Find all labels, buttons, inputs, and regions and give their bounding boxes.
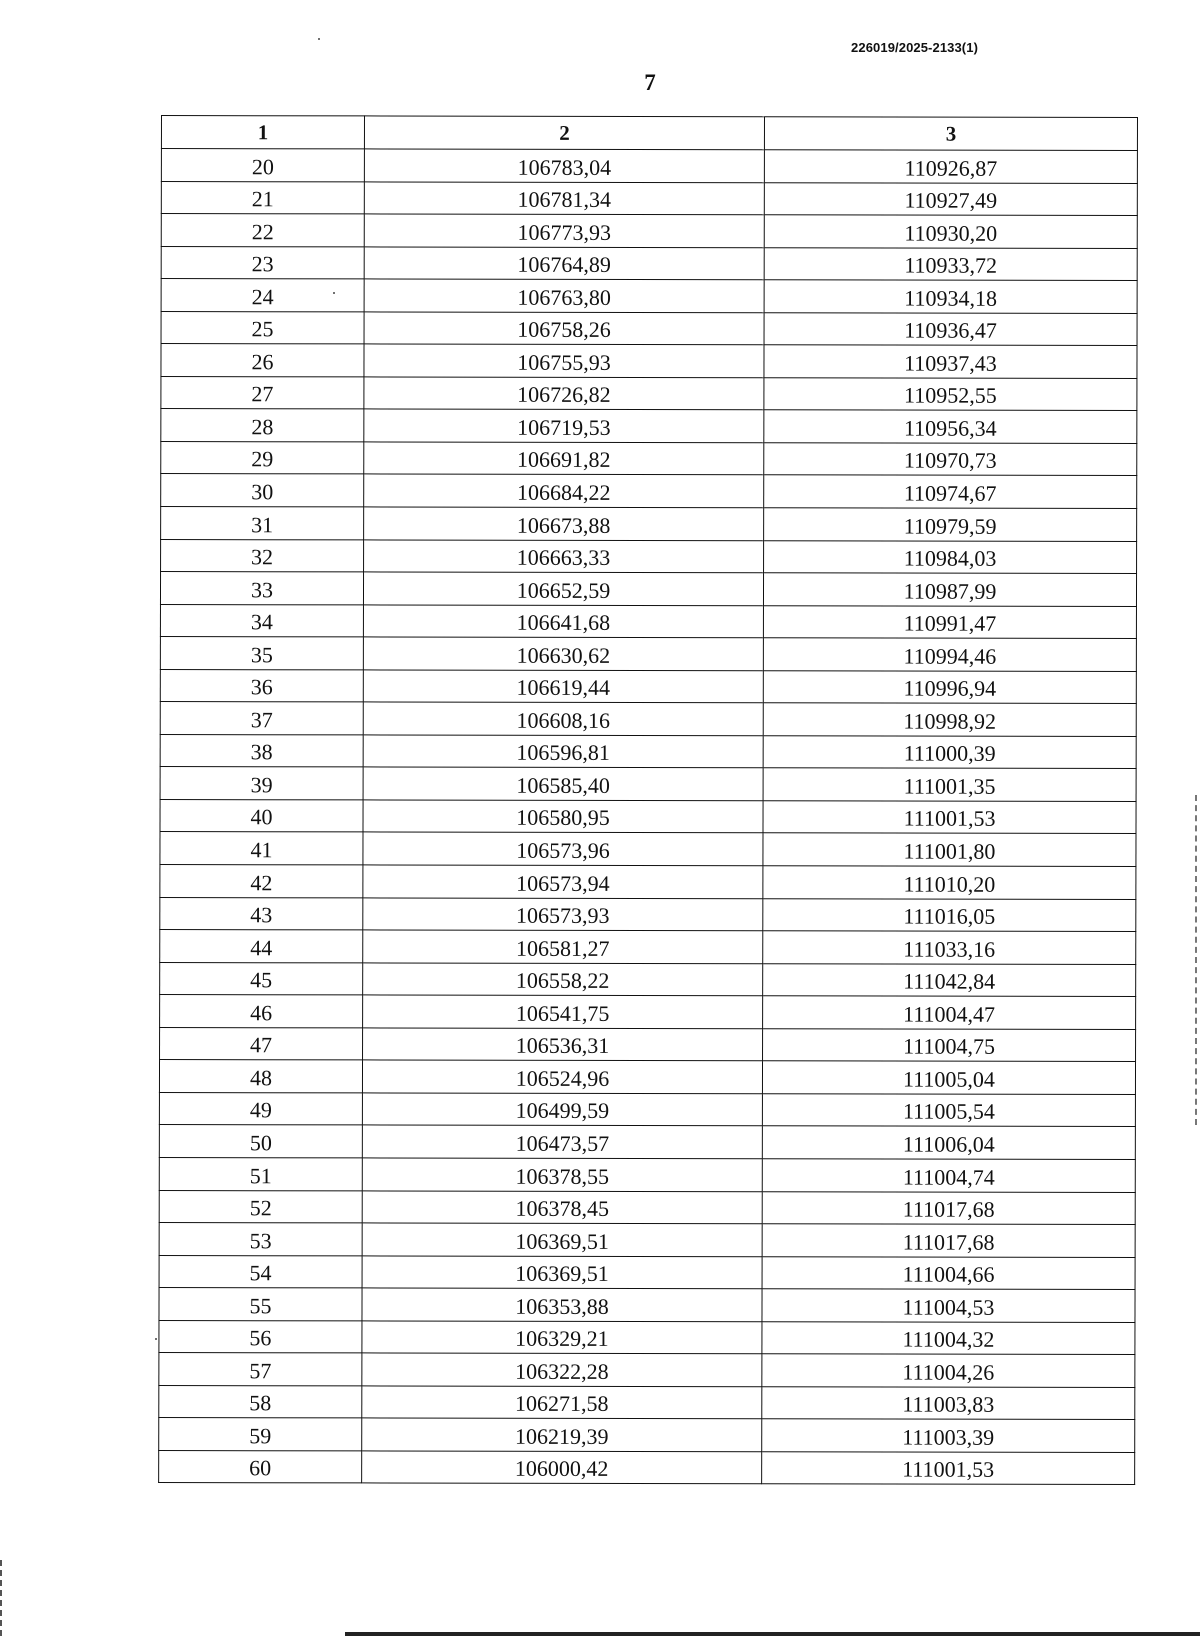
point-number-cell: 40 xyxy=(160,799,363,832)
table-row xyxy=(159,1353,1135,1388)
table-row xyxy=(159,1223,1135,1258)
coordinate-x-cell: 106541,75 xyxy=(363,995,763,1028)
coordinate-y-cell: 111004,66 xyxy=(762,1256,1135,1289)
table-row xyxy=(159,1092,1135,1127)
coordinate-y-cell: 110926,87 xyxy=(764,150,1137,183)
table-row xyxy=(159,1190,1135,1225)
coordinate-x-cell: 106378,55 xyxy=(362,1158,762,1191)
point-number-cell: 21 xyxy=(161,181,364,214)
coordinate-x-cell: 106369,51 xyxy=(362,1256,762,1289)
coordinate-y-cell: 110934,18 xyxy=(764,280,1137,313)
point-number-cell: 34 xyxy=(160,604,363,637)
coordinate-y-cell: 110991,47 xyxy=(763,605,1136,638)
point-number-cell: 37 xyxy=(160,702,363,735)
table-row xyxy=(159,1385,1135,1420)
coordinate-y-cell: 111016,05 xyxy=(763,898,1136,931)
coordinate-x-cell: 106773,93 xyxy=(364,214,764,247)
point-number-cell: 60 xyxy=(159,1450,362,1483)
coordinate-y-cell: 111001,53 xyxy=(762,1452,1135,1485)
point-number-cell: 30 xyxy=(161,474,364,507)
coordinate-x-cell: 106473,57 xyxy=(362,1125,762,1158)
coordinate-y-cell: 110927,49 xyxy=(764,182,1137,215)
coordinate-x-cell: 106596,81 xyxy=(363,735,763,768)
coordinate-x-cell: 106719,53 xyxy=(364,409,764,442)
coordinate-x-cell: 106641,68 xyxy=(363,605,763,638)
coordinate-x-cell: 106329,21 xyxy=(362,1321,762,1354)
coordinate-y-cell: 111042,84 xyxy=(763,963,1136,996)
point-number-cell: 42 xyxy=(160,865,363,898)
table-row xyxy=(160,962,1136,997)
coordinate-y-cell: 111033,16 xyxy=(763,931,1136,964)
coordinate-x-cell: 106608,16 xyxy=(363,702,763,735)
coordinate-y-cell: 111017,68 xyxy=(762,1191,1135,1224)
coordinate-y-cell: 110996,94 xyxy=(763,671,1136,704)
coordinate-y-cell: 111006,04 xyxy=(762,1126,1135,1159)
coordinate-x-cell: 106585,40 xyxy=(363,767,763,800)
table-row xyxy=(161,409,1137,444)
coordinates-table-container xyxy=(158,115,1137,1485)
coordinate-y-cell: 110998,92 xyxy=(763,703,1136,736)
point-number-cell: 55 xyxy=(159,1288,362,1321)
coordinate-x-cell: 106558,22 xyxy=(363,963,763,996)
point-number-cell: 26 xyxy=(161,344,364,377)
table-row xyxy=(160,702,1136,737)
point-number-cell: 20 xyxy=(161,149,364,182)
coordinate-x-cell: 106783,04 xyxy=(364,149,764,182)
coordinate-x-cell: 106536,31 xyxy=(363,1028,763,1061)
column-header-2: 2 xyxy=(364,116,764,150)
coordinate-y-cell: 110994,46 xyxy=(763,638,1136,671)
point-number-cell: 33 xyxy=(160,572,363,605)
column-header-3: 3 xyxy=(764,117,1137,151)
coordinate-x-cell: 106573,93 xyxy=(363,898,763,931)
table-row xyxy=(159,1288,1135,1323)
coordinate-y-cell: 110936,47 xyxy=(764,312,1137,345)
table-row xyxy=(161,149,1137,184)
table-row xyxy=(161,246,1137,281)
coordinate-y-cell: 111004,26 xyxy=(762,1354,1135,1387)
table-row xyxy=(160,1027,1136,1062)
table-row xyxy=(160,669,1136,704)
table-header xyxy=(161,116,1137,151)
header-row xyxy=(161,116,1137,151)
coordinate-x-cell: 106322,28 xyxy=(362,1353,762,1386)
coordinates-table xyxy=(158,115,1138,1485)
point-number-cell: 58 xyxy=(159,1385,362,1418)
coordinate-x-cell: 106580,95 xyxy=(363,800,763,833)
coordinate-y-cell: 110974,67 xyxy=(764,475,1137,508)
coordinate-y-cell: 111004,53 xyxy=(762,1289,1135,1322)
coordinate-y-cell: 110937,43 xyxy=(764,345,1137,378)
table-row xyxy=(160,767,1136,802)
table-row xyxy=(160,995,1136,1030)
coordinate-y-cell: 111017,68 xyxy=(762,1224,1135,1257)
table-row xyxy=(161,539,1137,574)
scan-edge-mark xyxy=(1195,795,1200,1125)
coordinate-y-cell: 110987,99 xyxy=(763,573,1136,606)
coordinate-x-cell: 106353,88 xyxy=(362,1288,762,1321)
coordinate-x-cell: 106763,80 xyxy=(364,279,764,312)
point-number-cell: 22 xyxy=(161,214,364,247)
coordinate-x-cell: 106691,82 xyxy=(364,442,764,475)
point-number-cell: 35 xyxy=(160,637,363,670)
point-number-cell: 27 xyxy=(161,376,364,409)
table-row xyxy=(161,376,1137,411)
coordinate-x-cell: 106663,33 xyxy=(364,539,764,572)
scan-speck xyxy=(155,1338,157,1340)
table-row xyxy=(160,637,1136,672)
point-number-cell: 49 xyxy=(159,1092,362,1125)
table-row xyxy=(161,214,1137,249)
table-row xyxy=(160,604,1136,639)
coordinate-y-cell: 110933,72 xyxy=(764,247,1137,280)
table-row xyxy=(160,930,1136,965)
coordinate-x-cell: 106219,39 xyxy=(362,1418,762,1451)
coordinate-y-cell: 111001,35 xyxy=(763,768,1136,801)
page-number: 7 xyxy=(644,70,656,95)
coordinate-y-cell: 110979,59 xyxy=(764,508,1137,541)
coordinate-x-cell: 106524,96 xyxy=(362,1060,762,1093)
coordinate-x-cell: 106581,27 xyxy=(363,930,763,963)
point-number-cell: 52 xyxy=(159,1190,362,1223)
point-number-cell: 59 xyxy=(159,1418,362,1451)
coordinate-x-cell: 106684,22 xyxy=(364,474,764,507)
table-row xyxy=(161,279,1137,314)
scan-bottom-border xyxy=(345,1632,1200,1636)
coordinate-x-cell: 106573,94 xyxy=(363,865,763,898)
table-row xyxy=(160,799,1136,834)
table-row xyxy=(161,344,1137,379)
table-row xyxy=(160,734,1136,769)
point-number-cell: 45 xyxy=(160,962,363,995)
scan-speck xyxy=(318,38,320,40)
coordinate-y-cell: 111005,54 xyxy=(762,1094,1135,1127)
coordinate-x-cell: 106271,58 xyxy=(362,1386,762,1419)
coordinate-x-cell: 106000,42 xyxy=(362,1451,762,1484)
point-number-cell: 24 xyxy=(161,279,364,312)
point-number-cell: 23 xyxy=(161,246,364,279)
table-row xyxy=(159,1320,1135,1355)
point-number-cell: 28 xyxy=(161,409,364,442)
table-row xyxy=(161,181,1137,216)
table-row xyxy=(161,474,1137,509)
coordinate-y-cell: 111004,74 xyxy=(762,1159,1135,1192)
coordinate-x-cell: 106619,44 xyxy=(363,670,763,703)
table-row xyxy=(160,865,1136,900)
coordinate-y-cell: 111003,83 xyxy=(762,1387,1135,1420)
coordinate-y-cell: 111004,75 xyxy=(763,1029,1136,1062)
coordinate-y-cell: 111001,53 xyxy=(763,801,1136,834)
coordinate-y-cell: 111004,32 xyxy=(762,1321,1135,1354)
coordinate-x-cell: 106726,82 xyxy=(364,377,764,410)
point-number-cell: 32 xyxy=(161,539,364,572)
coordinate-y-cell: 111001,80 xyxy=(763,833,1136,866)
table-row xyxy=(159,1060,1135,1095)
coordinate-x-cell: 106630,62 xyxy=(363,637,763,670)
coordinate-x-cell: 106499,59 xyxy=(362,1093,762,1126)
point-number-cell: 50 xyxy=(159,1125,362,1158)
coordinate-y-cell: 110984,03 xyxy=(764,540,1137,573)
point-number-cell: 57 xyxy=(159,1353,362,1386)
coordinate-y-cell: 110956,34 xyxy=(764,410,1137,443)
point-number-cell: 54 xyxy=(159,1255,362,1288)
scan-speck xyxy=(333,292,335,294)
point-number-cell: 44 xyxy=(160,930,363,963)
coordinate-x-cell: 106573,96 xyxy=(363,832,763,865)
point-number-cell: 43 xyxy=(160,897,363,930)
point-number-cell: 25 xyxy=(161,311,364,344)
coordinate-y-cell: 111003,39 xyxy=(762,1419,1135,1452)
table-body xyxy=(159,149,1138,1485)
point-number-cell: 36 xyxy=(160,669,363,702)
scan-edge-mark xyxy=(0,1560,5,1636)
coordinate-x-cell: 106781,34 xyxy=(364,181,764,214)
coordinate-y-cell: 110930,20 xyxy=(764,215,1137,248)
column-header-1: 1 xyxy=(161,116,364,149)
point-number-cell: 39 xyxy=(160,767,363,800)
table-row xyxy=(160,897,1136,932)
point-number-cell: 46 xyxy=(160,995,363,1028)
coordinate-y-cell: 111005,04 xyxy=(762,1061,1135,1094)
point-number-cell: 56 xyxy=(159,1320,362,1353)
coordinate-y-cell: 111004,47 xyxy=(763,996,1136,1029)
table-row xyxy=(159,1418,1135,1453)
table-row xyxy=(161,441,1137,476)
table-row xyxy=(159,1125,1135,1160)
table-row xyxy=(161,311,1137,346)
coordinate-x-cell: 106673,88 xyxy=(364,507,764,540)
table-row xyxy=(161,507,1137,542)
document-id: 226019/2025-2133(1) xyxy=(851,40,978,55)
point-number-cell: 31 xyxy=(161,507,364,540)
coordinate-y-cell: 111000,39 xyxy=(763,736,1136,769)
point-number-cell: 29 xyxy=(161,441,364,474)
point-number-cell: 48 xyxy=(159,1060,362,1093)
point-number-cell: 38 xyxy=(160,734,363,767)
point-number-cell: 53 xyxy=(159,1223,362,1256)
table-row xyxy=(159,1255,1135,1290)
table-row xyxy=(160,572,1136,607)
coordinate-y-cell: 111010,20 xyxy=(763,866,1136,899)
point-number-cell: 47 xyxy=(160,1027,363,1060)
coordinate-x-cell: 106764,89 xyxy=(364,247,764,280)
coordinate-x-cell: 106378,45 xyxy=(362,1190,762,1223)
coordinate-x-cell: 106758,26 xyxy=(364,312,764,345)
coordinate-y-cell: 110952,55 xyxy=(764,378,1137,411)
coordinate-x-cell: 106652,59 xyxy=(363,572,763,605)
table-row xyxy=(159,1450,1135,1485)
coordinate-x-cell: 106755,93 xyxy=(364,344,764,377)
table-row xyxy=(159,1157,1135,1192)
point-number-cell: 41 xyxy=(160,832,363,865)
table-row xyxy=(160,832,1136,867)
coordinate-x-cell: 106369,51 xyxy=(362,1223,762,1256)
coordinate-y-cell: 110970,73 xyxy=(764,443,1137,476)
point-number-cell: 51 xyxy=(159,1157,362,1190)
